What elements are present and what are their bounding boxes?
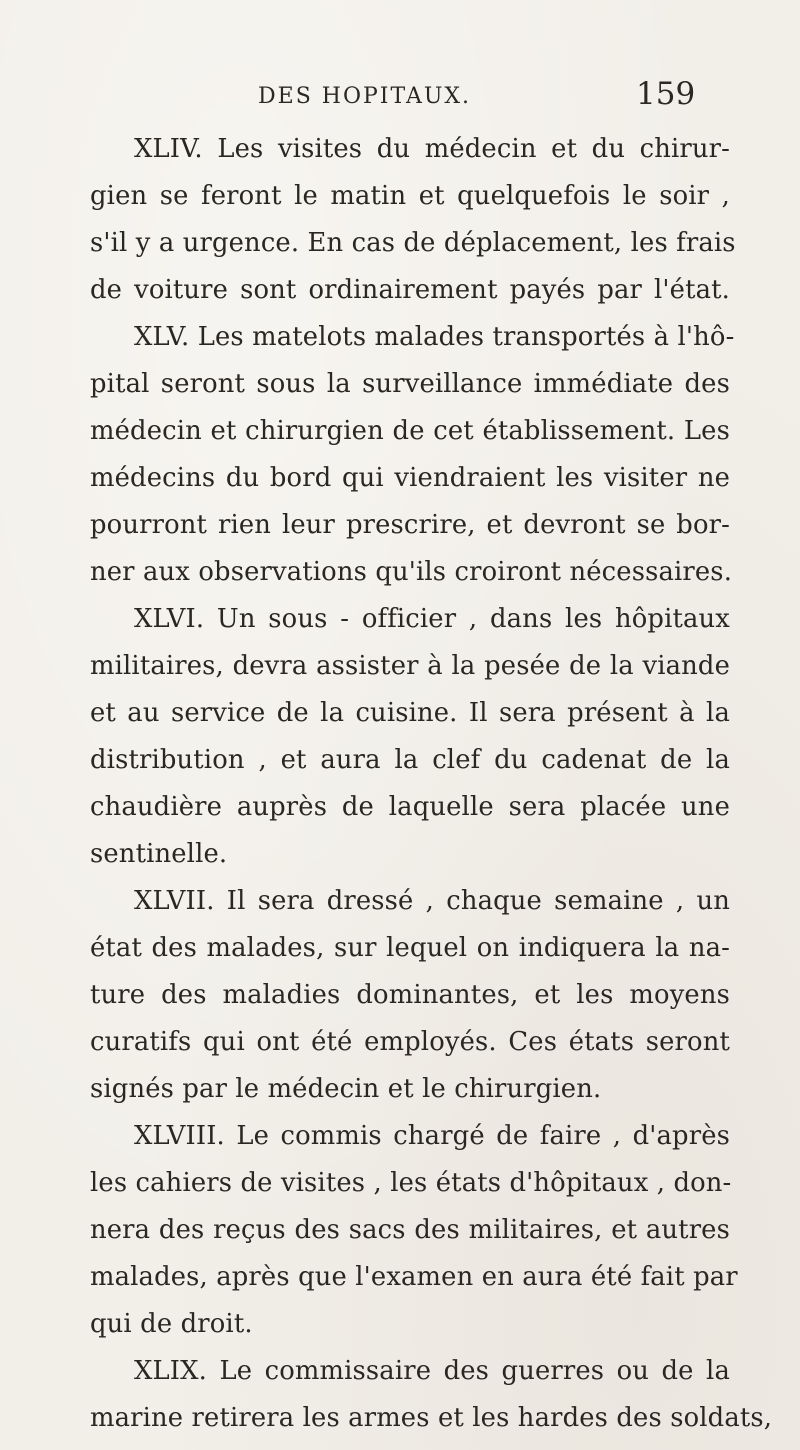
text-line: distribution , et aura la clef du cadenat de la: [90, 745, 730, 775]
text-line: XLVI. Un sous - officier , dans les hôpitaux: [134, 604, 730, 634]
text-line: les cahiers de visites , les états d'hôpitaux , don-: [90, 1168, 732, 1198]
text-line: gien se feront le matin et quelquefois le soir ,: [90, 181, 730, 211]
text-line: état des malades, sur lequel on indiquera la na-: [90, 933, 730, 963]
text-line: ner aux observations qu'ils croiront nécessaires.: [90, 557, 733, 587]
text-line: s'il y a urgence. En cas de déplacement, les frais: [90, 228, 736, 258]
text-line: pital seront sous la surveillance immédiate des: [90, 369, 730, 399]
text-line: XLIV. Les visites du médecin et du chirur-: [134, 134, 730, 164]
text-line: ture des maladies dominantes, et les moyens: [90, 980, 730, 1010]
text-line: sentinelle.: [90, 839, 228, 869]
text-line: militaires, devra assister à la pesée de la viande: [90, 651, 730, 681]
text-line: de voiture sont ordinairement payés par l'état.: [90, 275, 730, 305]
body-text: [90, 126, 773, 1442]
text-line: signés par le médecin et le chirurgien.: [90, 1074, 602, 1104]
text-line: curatifs qui ont été employés. Ces états seront: [90, 1027, 730, 1057]
text-line: nera des reçus des sacs des militaires, et autres: [90, 1215, 730, 1245]
text-line: qui de droit.: [90, 1309, 253, 1339]
text-line: XLV. Les matelots malades transportés à l'hô-: [134, 322, 735, 352]
text-line: médecin et chirurgien de cet établissement. Les: [90, 416, 730, 446]
text-line: marine retirera les armes et les hardes des soldats,: [90, 1403, 773, 1433]
text-line: chaudière auprès de laquelle sera placée une: [90, 792, 730, 822]
text-line: médecins du bord qui viendraient les visiter ne: [90, 463, 730, 493]
text-line: XLVIII. Le commis chargé de faire , d'après: [134, 1121, 730, 1151]
running-head: DES HOPITAUX.: [258, 84, 472, 109]
text-line: pourront rien leur prescrire, et devront se bor-: [90, 510, 730, 540]
text-line: XLIX. Le commissaire des guerres ou de la: [134, 1356, 730, 1386]
text-line: malades, après que l'examen en aura été fait par: [90, 1262, 738, 1292]
page-number: 159: [636, 76, 696, 112]
text-line: XLVII. Il sera dressé , chaque semaine , un: [134, 886, 730, 916]
text-line: et au service de la cuisine. Il sera présent à la: [90, 698, 730, 728]
